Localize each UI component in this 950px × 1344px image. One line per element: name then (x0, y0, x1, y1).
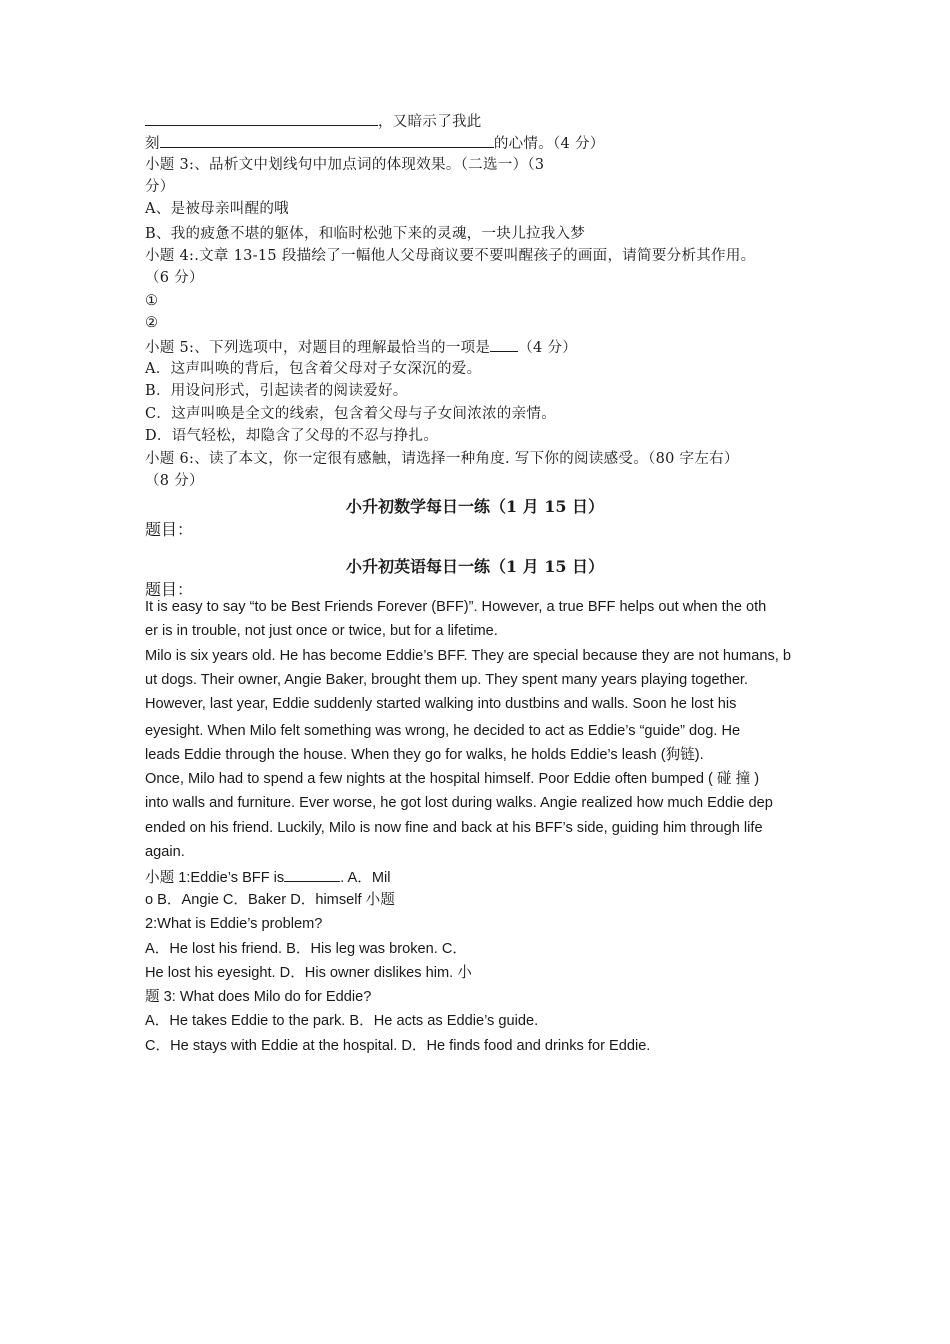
q2-line2-prefix: 刻 (145, 136, 160, 152)
answer-blank (284, 869, 340, 882)
english-q3-options: C．He stays with Eddie at the hospital. D．He finds food and drinks for Eddie. (145, 1038, 651, 1054)
q5-option-c: C．这声叫唤是全文的线索，包含着父母与子女间浓浓的亲情。 (145, 406, 556, 422)
q3-prompt: 小题 3:、品析文中划线句中加点词的体现效果。（二选一）（3 (145, 157, 545, 173)
passage-line: ut dogs. Their owner, Angie Baker, brought them up. They spent many years playing together. (145, 672, 749, 688)
passage-line: Once, Milo had to spend a few nights at the hospital himself. Poor Eddie often bumped ( 碰 撞 ) (145, 771, 760, 787)
english-q2-prompt: 2:What is Eddie’s problem? (145, 916, 323, 932)
english-q2-options: A．He lost his friend. B．His leg was broken. C． (145, 941, 467, 957)
q5-prompt-text: 小题 5:、下列选项中，对题目的理解最恰当的一项是 (145, 340, 491, 356)
passage-line: leads Eddie through the house. When they go for walks, he holds Eddie’s leash (狗链). (145, 747, 704, 763)
q4-marker-1: ① (145, 293, 159, 309)
q4-prompt: 小题 4:.文章 13-15 段描绘了一幅他人父母商议要不要叫醒孩子的画面，请简要分析其作用。 (145, 248, 756, 264)
q5-option-b: B．用设问形式，引起读者的阅读爱好。 (145, 383, 408, 399)
passage-line: However, last year, Eddie suddenly started walking into dustbins and walls. Soon he lost his (145, 696, 737, 712)
passage-line: It is easy to say “to be Best Friends Forever (BFF)”. However, a true BFF helps out when the oth (145, 599, 767, 615)
english-heading: 小升初英语每日一练（1 月 15 日） (345, 557, 605, 576)
q6-points: （8 分） (145, 473, 204, 489)
q4-marker-2: ② (145, 315, 159, 331)
math-heading: 小升初数学每日一练（1 月 15 日） (345, 497, 605, 516)
q4-points: （6 分） (145, 270, 204, 286)
passage-line: Milo is six years old. He has become Eddie’s BFF. They are special because they are not humans, b (145, 648, 791, 664)
english-q1-options: o B．Angie C．Baker D．himself 小题 (145, 892, 395, 908)
english-q2-options: He lost his eyesight. D．His owner dislikes him. 小 (145, 965, 472, 981)
english-q1-option: . A．Mil (340, 870, 391, 886)
passage-line: eyesight. When Milo felt something was wrong, he decided to act as Eddie’s “guide” dog. He (145, 723, 741, 739)
q5-option-d: D．语气轻松，却隐含了父母的不忍与挣扎。 (145, 428, 439, 444)
passage-line: into walls and furniture. Ever worse, he got lost during walks. Angie realized how much Eddie dep (145, 795, 773, 811)
q2-line2-suffix: 的心情。（4 分） (493, 136, 605, 152)
answer-blank (160, 135, 494, 148)
q3-option-a: A、是被母亲叫醒的哦 (145, 201, 289, 217)
passage-line: again. (145, 844, 185, 860)
english-q3-options: A．He takes Eddie to the park. B．He acts as Eddie’s guide. (145, 1013, 539, 1029)
q2-line1 (145, 113, 482, 130)
q5-option-a: A．这声叫唤的背后，包含着父母对子女深沉的爱。 (145, 361, 482, 377)
answer-blank (145, 113, 378, 126)
q5-prompt (145, 339, 577, 356)
q6-prompt: 小题 6:、读了本文，你一定很有感触，请选择一种角度. 写下你的阅读感受。（80 字左右） (145, 451, 739, 467)
q3-option-b: B、我的疲惫不堪的躯体，和临时松弛下来的灵魂，一块儿拉我入梦 (145, 226, 586, 242)
math-question-label: 题目： (145, 520, 194, 539)
english-q1 (145, 869, 391, 886)
q2-line2 (145, 135, 605, 152)
q3-points: 分） (145, 179, 175, 195)
answer-blank (490, 339, 518, 352)
english-q1-text: 小题 1:Eddie’s BFF is (145, 870, 285, 886)
english-q3-prompt: 题 3: What does Milo do for Eddie? (145, 989, 372, 1005)
q5-points: （4 分） (518, 340, 578, 356)
passage-line: er is in trouble, not just once or twice, but for a lifetime. (145, 623, 498, 639)
q2-line1-text: ，又暗示了我此 (378, 114, 482, 130)
english-question-label: 题目： (145, 580, 194, 599)
passage-line: ended on his friend. Luckily, Milo is now fine and back at his BFF’s side, guiding him through life (145, 820, 763, 836)
